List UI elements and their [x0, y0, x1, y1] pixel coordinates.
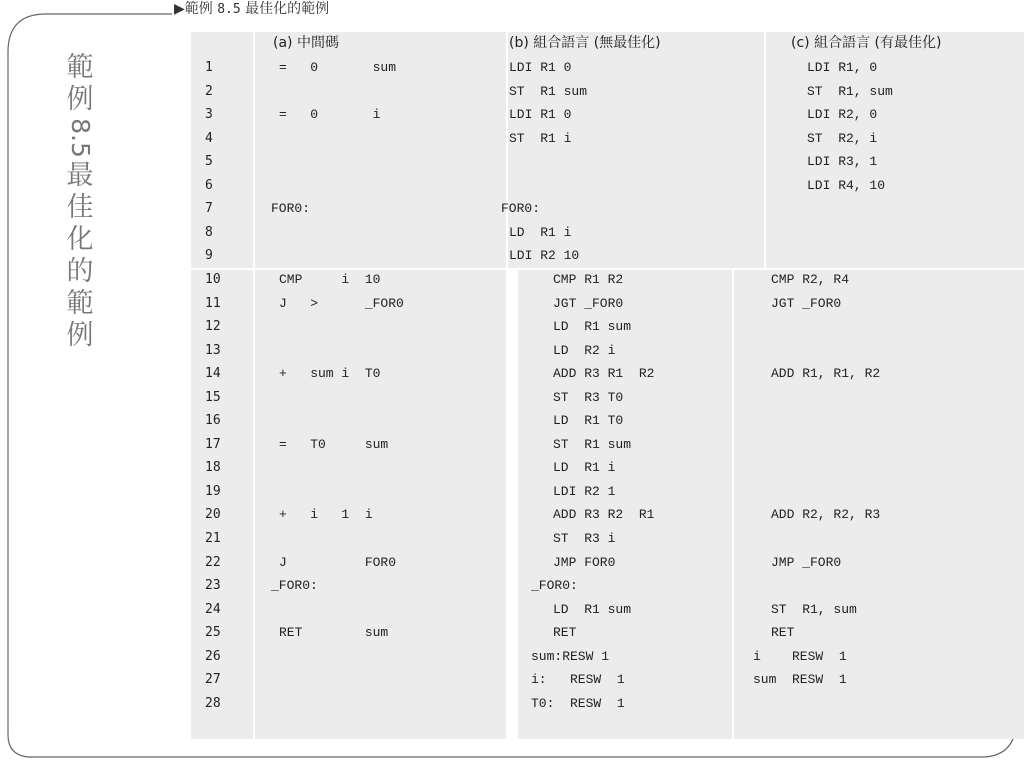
line-number: 19 [205, 483, 221, 499]
line-number: 1 [205, 60, 213, 75]
caption-title: 最佳化的範例 [245, 1, 330, 17]
line-number: 17 [205, 436, 221, 452]
unoptimized-asm-cell: ST R1 sum [509, 83, 588, 99]
optimized-asm-cell: ST R1, sum [771, 601, 857, 617]
line-number: 21 [205, 531, 221, 546]
line-number: 5 [205, 154, 213, 170]
intermediate-code-cell: = T0 sum [279, 436, 389, 452]
line-number: 13 [205, 342, 221, 358]
line-number: 28 [205, 695, 221, 711]
line-number: 15 [205, 389, 221, 405]
optimized-asm-cell: i RESW 1 [753, 648, 847, 664]
intermediate-code-cell: J FOR0 [279, 554, 397, 570]
side-title-char: 佳 [66, 192, 94, 223]
optimized-asm-cell: ADD R1, R1, R2 [771, 366, 881, 382]
unoptimized-asm-cell: LDI R1 0 [509, 107, 572, 123]
unoptimized-asm-cell: ADD R3 R1 R2 [553, 366, 655, 382]
unoptimized-asm-cell: LD R1 sum [553, 319, 632, 335]
unoptimized-asm-cell: FOR0: [501, 201, 541, 217]
line-number: 16 [205, 413, 221, 429]
unoptimized-asm-cell: LDI R2 10 [509, 248, 580, 264]
line-number: 8 [205, 224, 213, 240]
unoptimized-asm-cell: LD R1 i [553, 460, 616, 476]
header-b: (b) 組合語言 (無最佳化) [509, 35, 661, 51]
line-number: 4 [205, 130, 213, 146]
line-number: 11 [205, 295, 221, 311]
caption-number: 8.5 [217, 2, 241, 17]
optimized-asm-cell: sum RESW 1 [753, 672, 847, 688]
line-number: 7 [205, 201, 213, 217]
intermediate-code-cell: J > _FOR0 [279, 295, 404, 311]
column-c-top-bg [766, 32, 1024, 268]
line-number: 26 [205, 648, 221, 664]
intermediate-code-cell: _FOR0: [271, 578, 318, 594]
line-number: 6 [205, 177, 213, 193]
unoptimized-asm-cell: JMP FOR0 [553, 554, 616, 570]
unoptimized-asm-cell: RET [553, 625, 577, 641]
optimized-asm-cell: CMP R2, R4 [771, 271, 850, 287]
intermediate-code-cell: + sum i T0 [279, 366, 381, 382]
line-number: 14 [205, 366, 221, 382]
line-number: 18 [205, 460, 221, 476]
code-comparison-table [191, 32, 1024, 739]
unoptimized-asm-cell: sum:RESW 1 [531, 648, 610, 664]
line-number: 20 [205, 507, 221, 523]
optimized-asm-cell: RET [771, 625, 795, 641]
unoptimized-asm-cell: LD R1 i [509, 224, 572, 240]
side-title [60, 52, 100, 352]
unoptimized-asm-cell: ST R1 sum [553, 436, 632, 452]
line-number: 9 [205, 248, 213, 264]
intermediate-code-cell: FOR0: [271, 201, 311, 217]
side-title-char: 化 [66, 224, 94, 255]
side-title-char: 例 [66, 320, 94, 351]
side-title-number: 8.5 [66, 118, 95, 158]
optimized-asm-cell: ST R1, sum [807, 83, 893, 99]
line-number: 27 [205, 672, 221, 688]
figure-caption [174, 0, 329, 20]
optimized-asm-cell: ADD R2, R2, R3 [771, 507, 881, 523]
optimized-asm-cell: ST R2, i [807, 130, 878, 146]
optimized-asm-cell: LDI R2, 0 [807, 107, 878, 123]
side-title-char: 的 [66, 256, 94, 287]
unoptimized-asm-cell: LDI R1 0 [509, 60, 572, 75]
unoptimized-asm-cell: ST R3 T0 [553, 389, 624, 405]
optimized-asm-cell: LDI R4, 10 [807, 177, 886, 193]
intermediate-code-cell: RET sum [279, 625, 389, 641]
header-a: (a) 中間碼 [273, 35, 339, 51]
unoptimized-asm-cell: LDI R2 1 [553, 483, 616, 499]
line-number: 24 [205, 601, 221, 617]
unoptimized-asm-cell: T0: RESW 1 [531, 695, 625, 711]
side-title-char: 範 [66, 52, 94, 83]
unoptimized-asm-cell: i: RESW 1 [531, 672, 625, 688]
unoptimized-asm-cell: _FOR0: [531, 578, 578, 594]
line-number: 2 [205, 83, 213, 99]
optimized-asm-cell: LDI R1, 0 [807, 60, 878, 75]
line-number: 12 [205, 319, 221, 335]
intermediate-code-cell: + i 1 i [279, 507, 373, 523]
unoptimized-asm-cell: ST R3 i [553, 531, 616, 546]
optimized-asm-cell: LDI R3, 1 [807, 154, 878, 170]
line-number: 22 [205, 554, 221, 570]
unoptimized-asm-cell: ADD R3 R2 R1 [553, 507, 655, 523]
unoptimized-asm-cell: LD R2 i [553, 342, 616, 358]
side-title-char: 範 [66, 288, 94, 319]
intermediate-code-cell: = 0 i [279, 107, 381, 123]
unoptimized-asm-cell: JGT _FOR0 [553, 295, 624, 311]
optimized-asm-cell: JMP _FOR0 [771, 554, 842, 570]
intermediate-code-cell: = 0 sum [279, 60, 397, 75]
header-c: (c) 組合語言 (有最佳化) [791, 35, 942, 51]
line-number: 23 [205, 578, 221, 594]
side-title-char: 例 [66, 84, 94, 115]
side-title-char: 最 [66, 160, 94, 191]
line-number: 25 [205, 625, 221, 641]
unoptimized-asm-cell: LD R1 sum [553, 601, 632, 617]
unoptimized-asm-cell: ST R1 i [509, 130, 572, 146]
line-number: 3 [205, 107, 213, 123]
caption-label: 範例 [184, 1, 213, 17]
caption-marker: ▶ [174, 1, 185, 17]
intermediate-code-cell: CMP i 10 [279, 271, 381, 287]
optimized-asm-cell: JGT _FOR0 [771, 295, 842, 311]
unoptimized-asm-cell: LD R1 T0 [553, 413, 624, 429]
unoptimized-asm-cell: CMP R1 R2 [553, 271, 624, 287]
line-number: 10 [205, 271, 221, 287]
